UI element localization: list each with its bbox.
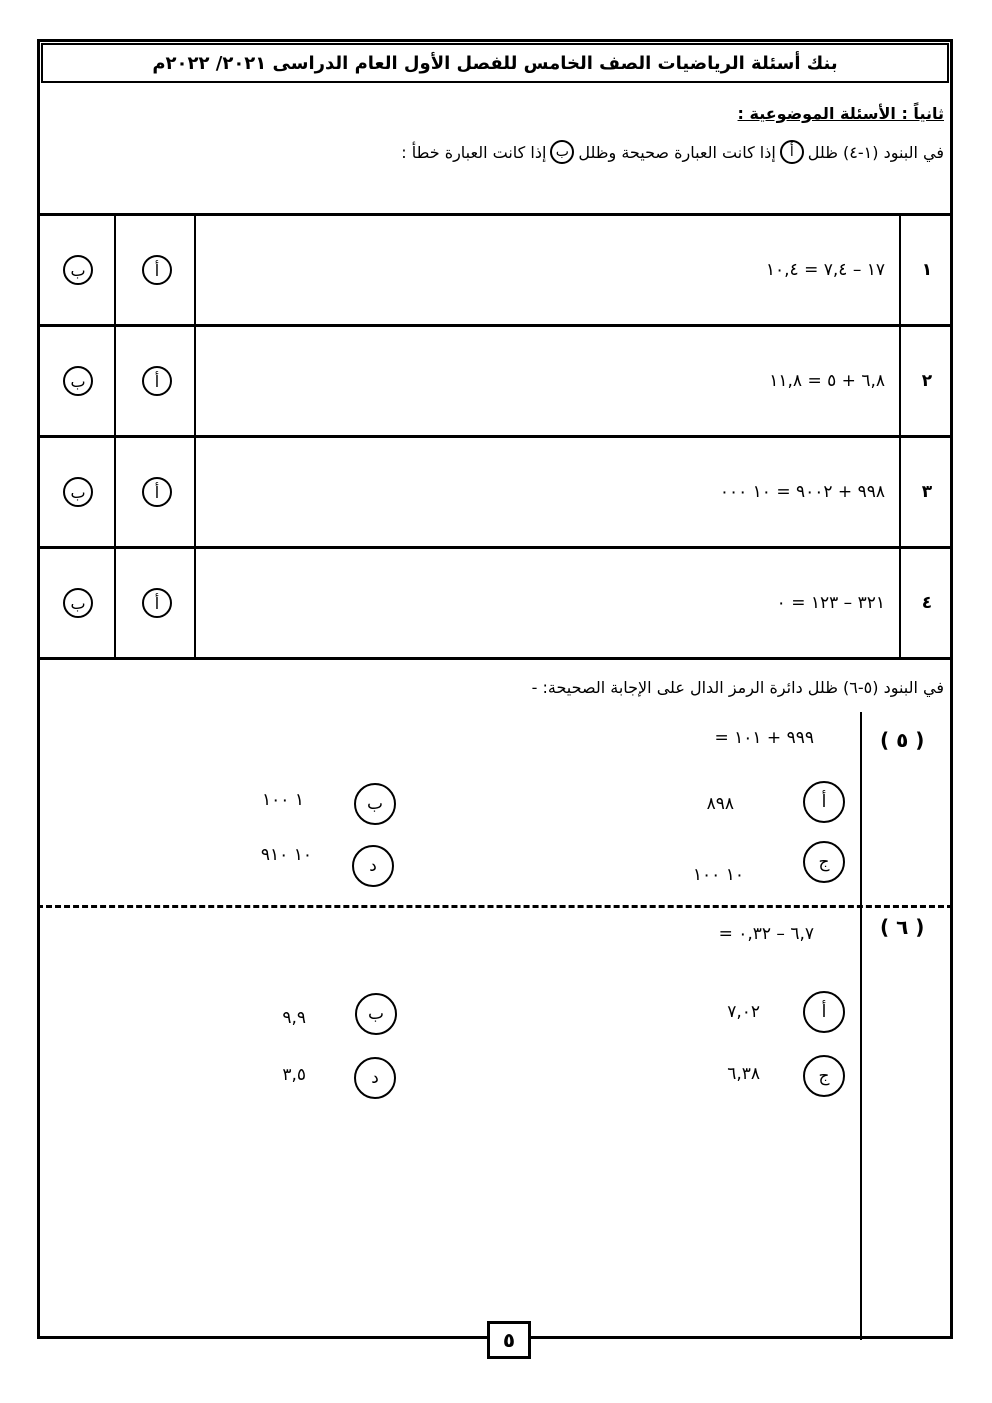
statement: ٣٢١ – ١٢٣ = ٠ [776, 593, 885, 613]
question-number-divider [860, 712, 862, 1340]
true-false-table [37, 213, 953, 660]
option-b-circle[interactable]: ب [63, 588, 93, 618]
option-b-circle[interactable]: ب [63, 366, 93, 396]
q6-option-b-circle[interactable]: ب [355, 993, 397, 1035]
q6-option-b-value: ٩,٩ [282, 1008, 306, 1028]
question-6-number: ( ٦ ) [880, 915, 925, 939]
statement: ٦,٨ + ٥ = ١١,٨ [769, 371, 885, 391]
q6-option-c-value: ٦,٣٨ [727, 1064, 760, 1084]
option-b-circle[interactable]: ب [63, 255, 93, 285]
section-heading: ثانياً : الأسئلة الموضوعية : [737, 104, 944, 123]
option-a-circle[interactable]: أ [142, 477, 172, 507]
q5-option-b-value: ١ ١٠٠ [262, 790, 304, 810]
page-number: ٥ [487, 1321, 531, 1359]
q6-option-d-circle[interactable]: د [354, 1057, 396, 1099]
item-number: ٣ [921, 482, 933, 502]
tf-row-1 [37, 216, 953, 327]
option-a-circle[interactable]: أ [142, 366, 172, 396]
choice-a-symbol: أ [780, 140, 804, 164]
question-6-statement: ٦,٧ – ٠,٣٢ = [718, 924, 814, 944]
q5-option-a-circle[interactable]: أ [803, 781, 845, 823]
mc-instruction: في البنود (٥-٦) ظلل دائرة الرمز الدال على الإجابة الصحيحة: - [531, 678, 944, 697]
q6-option-d-value: ٣,٥ [282, 1065, 306, 1085]
statement: ٩٩٨ + ٩٠٠٢ = ١٠ ٠٠٠ [719, 482, 885, 502]
q5-option-d-circle[interactable]: د [352, 845, 394, 887]
q6-option-a-value: ٧,٠٢ [727, 1002, 760, 1022]
q5-option-c-value: ١٠ ١٠٠ [692, 865, 744, 885]
q5-option-d-value: ١٠ ٩١٠ [260, 845, 312, 865]
tf-row-4 [37, 549, 953, 660]
question-5-number: ( ٥ ) [880, 728, 925, 752]
question-5-statement: ٩٩٩ + ١٠١ = [714, 728, 814, 748]
question-separator [37, 905, 953, 908]
tf-instruction [401, 140, 944, 164]
choice-b-symbol: ب [550, 140, 574, 164]
page-title: بنك أسئلة الرياضيات الصف الخامس للفصل الأول العام الدراسى ٢٠٢١/ ٢٠٢٢م [41, 43, 949, 83]
instruction-text-2: إذا كانت العبارة صحيحة وظلل [578, 142, 776, 162]
statement: ١٧ – ٧,٤ = ١٠,٤ [765, 260, 885, 280]
item-number: ١ [921, 260, 933, 280]
instruction-text-3: إذا كانت العبارة خطأ : [401, 142, 547, 162]
item-number: ٢ [921, 371, 933, 391]
q6-option-c-circle[interactable]: ج [803, 1055, 845, 1097]
q6-option-a-circle[interactable]: أ [803, 991, 845, 1033]
tf-row-3 [37, 438, 953, 549]
item-number: ٤ [921, 593, 933, 613]
option-a-circle[interactable]: أ [142, 255, 172, 285]
tf-row-2 [37, 327, 953, 438]
q5-option-b-circle[interactable]: ب [354, 783, 396, 825]
instruction-text-1: في البنود (١-٤) ظلل [807, 142, 944, 162]
option-a-circle[interactable]: أ [142, 588, 172, 618]
option-b-circle[interactable]: ب [63, 477, 93, 507]
q5-option-a-value: ٨٩٨ [706, 794, 734, 814]
q5-option-c-circle[interactable]: ج [803, 841, 845, 883]
